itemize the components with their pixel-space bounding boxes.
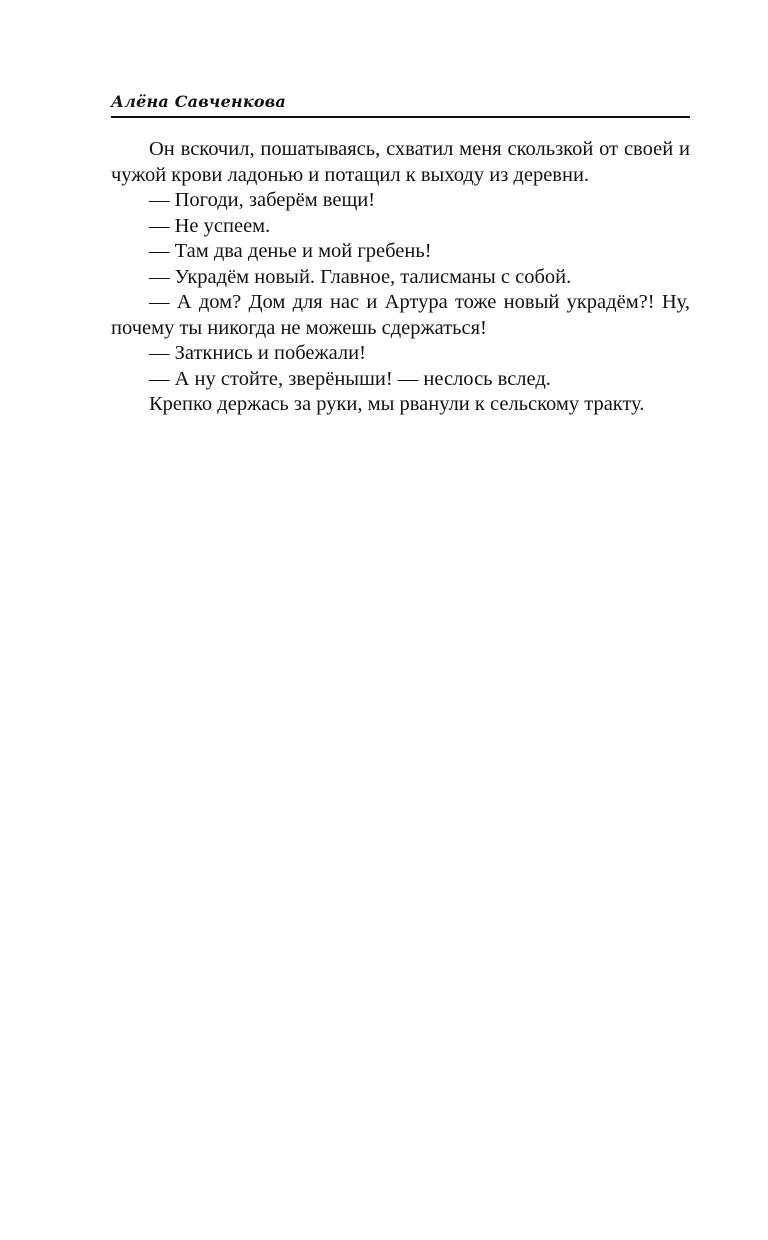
running-head [111,92,690,118]
paragraph: — А ну стойте, зверёныши! — неслось вслед. [149,367,551,390]
paragraph: — Там два денье и мой гребень! [149,240,432,262]
paragraph: — А дом? Дом для нас и Артура тоже новый украдём?! Ну, почему ты никогда не можешь сдержаться! [111,291,690,339]
paragraph: — Погоди, заберём вещи! [149,189,376,211]
paragraph: Крепко держась за руки, мы рванули к сельскому тракту. [149,393,645,415]
paragraph: — Украдём новый. Главное, талисманы с собой. [149,265,572,288]
paragraph: Он вскочил, пошатываясь, схватил меня скользкой от своей и чужой крови ладонью и потащил к выходу из деревни. [111,138,690,186]
author-name: Алёна Савченкова [111,92,286,111]
body-text [111,137,690,418]
paragraph: — Заткнись и побежали! [149,342,366,364]
paragraph: — Не успеем. [149,214,271,237]
